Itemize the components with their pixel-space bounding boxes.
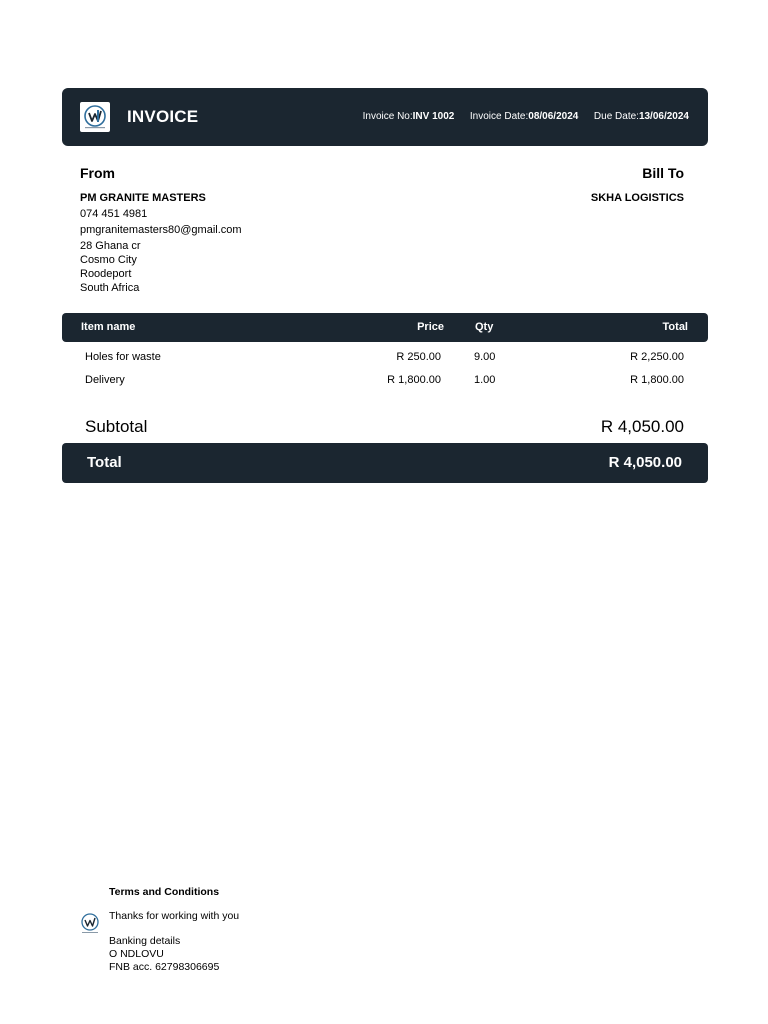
table-header	[62, 313, 708, 342]
item-total: R 1,800.00	[630, 374, 684, 386]
item-name: Delivery	[85, 374, 125, 386]
invoice-header	[62, 88, 708, 146]
table-row	[62, 371, 708, 391]
table-row	[62, 348, 708, 368]
item-price: R 1,800.00	[387, 374, 441, 386]
due-date-label: Due Date:	[593, 111, 639, 122]
total-bar	[62, 443, 708, 483]
from-address-line: Roodeport	[80, 267, 132, 280]
company-logo-icon	[80, 102, 110, 132]
invoice-title: INVOICE	[127, 107, 199, 126]
subtotal-value: R 4,050.00	[600, 417, 684, 436]
item-name: Holes for waste	[85, 351, 161, 363]
terms-message: Thanks for working with you	[109, 910, 240, 922]
from-phone: 074 451 4981	[80, 207, 148, 220]
from-email: pmgranitemasters80@gmail.com	[80, 223, 242, 236]
from-address-line: Cosmo City	[80, 254, 137, 266]
banking-line: FNB acc. 62798306695	[109, 961, 220, 974]
total-label: Total	[87, 454, 122, 471]
header-total: Total	[662, 321, 688, 333]
item-qty: 9.00	[474, 351, 496, 363]
item-total: R 2,250.00	[630, 351, 684, 363]
invoice-date-label: Invoice Date:	[469, 111, 529, 122]
invoice-no: INV 1002	[412, 111, 455, 122]
item-price: R 250.00	[396, 351, 441, 363]
invoice-meta	[363, 111, 689, 122]
invoice-no-label: Invoice No:	[362, 111, 413, 122]
item-qty: 1.00	[474, 374, 496, 386]
footer-logo-icon	[80, 912, 100, 934]
terms-heading: Terms and Conditions	[109, 886, 220, 898]
from-details	[80, 192, 242, 295]
banking-line: O NDLOVU	[109, 948, 164, 961]
from-address-line: 28 Ghana cr	[80, 240, 141, 253]
subtotal-label: Subtotal	[85, 417, 148, 436]
from-address-line: South Africa	[80, 281, 140, 294]
header-item-name: Item name	[81, 321, 136, 333]
banking-line: Banking details	[109, 935, 181, 947]
header-price: Price	[417, 321, 444, 333]
from-heading: From	[80, 165, 115, 181]
invoice-date: 08/06/2024	[528, 111, 579, 122]
total-value: R 4,050.00	[608, 454, 682, 471]
from-company: PM GRANITE MASTERS	[80, 192, 206, 204]
due-date: 13/06/2024	[638, 111, 689, 122]
bill-to-heading: Bill To	[642, 165, 684, 181]
bill-to-name: SKHA LOGISTICS	[590, 192, 684, 204]
banking-details	[109, 935, 219, 974]
header-qty: Qty	[475, 321, 494, 333]
